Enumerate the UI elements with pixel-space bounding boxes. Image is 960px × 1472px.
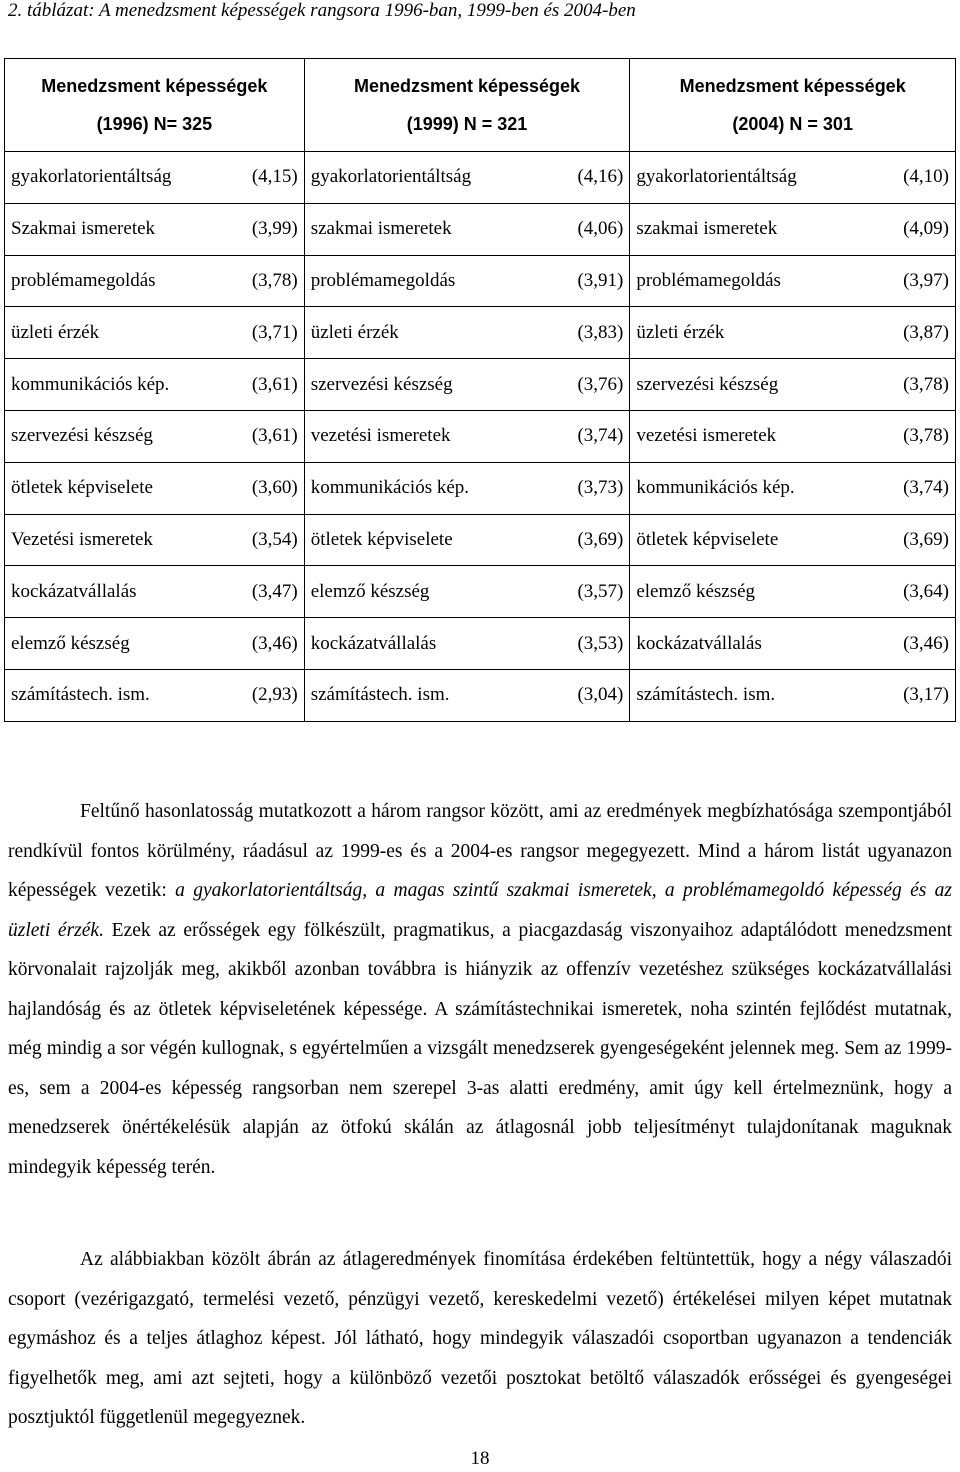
skill-score: (3,46) xyxy=(251,632,298,654)
skill-score: (3,74) xyxy=(903,477,949,499)
skill-score: (3,87) xyxy=(903,321,949,343)
table-cell xyxy=(630,307,956,359)
skill-score: (3,99) xyxy=(251,218,298,240)
table-cell xyxy=(304,203,630,255)
skill-name: elemző készség xyxy=(310,580,430,602)
table-cell xyxy=(630,618,956,670)
skill-name: kommunikációs kép. xyxy=(636,477,795,499)
skill-score: (3,60) xyxy=(251,477,298,499)
table-cell xyxy=(5,462,305,514)
skill-score: (3,53) xyxy=(577,632,624,654)
skill-score: (3,97) xyxy=(903,269,949,291)
skill-score: (3,17) xyxy=(903,684,949,706)
table-cell xyxy=(630,359,956,411)
skill-name: üzleti érzék xyxy=(636,321,725,343)
table-cell xyxy=(5,566,305,618)
skill-score: (3,46) xyxy=(903,632,949,654)
table-row xyxy=(5,410,956,462)
table-cell xyxy=(5,255,305,307)
skill-name: kommunikációs kép. xyxy=(11,373,170,395)
column-header-1996 xyxy=(5,59,305,152)
skill-score: (3,78) xyxy=(903,425,949,447)
paragraph-1-text-b: Ezek az erősségek egy fölkészült, pragmatikus, a piacgazdaság viszonyaihoz adaptálódott menedzsment körvonalait rajzolják meg, akikből azonban továbbra is hiányzik az offenzív vezetéshez szükséges kockázatvállalási hajlandóság és az ötletek képviseletének képessége. A számítástechnikai ismeretek, noha szintén fejlődést mutatnak, még mindig a sor végén kullognak, s egyértelműen a vizsgált menedzserek gyengeségeként jelennek meg. Sem az 1999-es, sem a 2004-es képesség rangsorban nem szerepel 3-as alatti eredmény, amit úgy kell értelmeznünk, hogy a menedzserek önértékelésük alapján az ötfokú skálán az átlagosnál jobb teljesítményt tulajdonítanak maguknak mindegyik képesség terén. xyxy=(8,919,953,1178)
table-cell xyxy=(304,514,630,566)
skill-score: (3,78) xyxy=(251,269,298,291)
table-row xyxy=(5,152,956,204)
skill-name: kockázatvállalás xyxy=(636,632,762,654)
skill-score: (3,54) xyxy=(251,528,298,550)
skill-name: ötletek képviselete xyxy=(310,528,453,550)
skill-score: (3,74) xyxy=(577,425,624,447)
table-row xyxy=(5,203,956,255)
table-row xyxy=(5,359,956,411)
skill-score: (3,69) xyxy=(577,528,624,550)
skill-name: számítástech. ism. xyxy=(310,684,450,706)
table-cell xyxy=(5,410,305,462)
skill-name: gyakorlatorientáltság xyxy=(636,166,797,188)
table-cell xyxy=(304,255,630,307)
paragraph-1-emphasis: a gyakorlatorientáltság, a magas szintű szakmai ismeretek, a problémamegoldó képesség és az üzleti érzék. xyxy=(8,880,953,941)
table-body xyxy=(5,152,956,722)
table-cell xyxy=(5,152,305,204)
table-cell xyxy=(5,514,305,566)
page-number: 18 xyxy=(470,1448,490,1469)
table-cell xyxy=(630,152,956,204)
column-header-title: Menedzsment képességek xyxy=(353,76,581,96)
table-cell xyxy=(5,203,305,255)
skill-name: kockázatvállalás xyxy=(310,632,437,654)
paragraph-1 xyxy=(8,792,952,1187)
table-header-row xyxy=(5,59,956,152)
skill-name: kommunikációs kép. xyxy=(310,477,470,499)
table-cell xyxy=(630,203,956,255)
column-header-2004 xyxy=(630,59,956,152)
skill-score: (3,61) xyxy=(251,425,298,447)
table-row xyxy=(5,669,956,721)
skill-name: Szakmai ismeretek xyxy=(11,218,156,240)
column-header-1999 xyxy=(304,59,630,152)
table-cell xyxy=(630,669,956,721)
table-cell xyxy=(304,359,630,411)
column-header-sample: (2004) N = 301 xyxy=(732,114,853,134)
skill-score: (2,93) xyxy=(251,684,298,706)
skill-name: kockázatvállalás xyxy=(11,580,137,602)
skill-name: számítástech. ism. xyxy=(636,684,776,706)
skill-name: szakmai ismeretek xyxy=(310,218,452,240)
skill-score: (3,91) xyxy=(577,269,624,291)
skill-score: (4,15) xyxy=(251,166,298,188)
skill-name: szakmai ismeretek xyxy=(636,218,778,240)
table-row xyxy=(5,255,956,307)
skill-score: (3,47) xyxy=(251,580,298,602)
table-row xyxy=(5,618,956,670)
skill-name: ötletek képviselete xyxy=(11,477,153,499)
skill-score: (3,73) xyxy=(577,477,624,499)
column-header-sample: (1996) N= 325 xyxy=(96,114,213,134)
skill-name: problémamegoldás xyxy=(310,269,456,291)
skill-score: (3,71) xyxy=(251,321,298,343)
paragraph-1-text-a: Feltűnő hasonlatosság mutatkozott a három rangsor között, ami az eredmények megbízhatósága szempontjából rendkívül fontos körülmény, ráadásul az 1999-es és a 2004-es rangsor megegyezett. Mind a három listát ugyanazon képességek vezetik: xyxy=(8,801,952,901)
column-header-sample: (1999) N = 321 xyxy=(406,114,528,134)
skill-score: (3,61) xyxy=(251,373,298,395)
skill-name: üzleti érzék xyxy=(310,321,399,343)
table-cell xyxy=(304,307,630,359)
skill-name: elemző készség xyxy=(636,580,756,602)
skill-name: problémamegoldás xyxy=(636,269,781,291)
table-cell xyxy=(630,410,956,462)
table-cell xyxy=(5,307,305,359)
table-cell xyxy=(630,566,956,618)
ranking-table xyxy=(4,58,956,722)
skill-name: problémamegoldás xyxy=(11,269,156,291)
table-row xyxy=(5,462,956,514)
table-cell xyxy=(304,462,630,514)
skill-score: (4,16) xyxy=(577,166,624,188)
skill-name: gyakorlatorientáltság xyxy=(310,166,472,188)
table-cell xyxy=(630,255,956,307)
table-cell xyxy=(304,566,630,618)
skill-name: gyakorlatorientáltság xyxy=(11,166,172,188)
table-row xyxy=(5,566,956,618)
table-cell xyxy=(304,152,630,204)
table-cell xyxy=(5,669,305,721)
table-cell xyxy=(5,618,305,670)
table-cell xyxy=(304,669,630,721)
skill-score: (4,06) xyxy=(577,218,624,240)
skill-score: (4,10) xyxy=(903,166,949,188)
table-cell xyxy=(5,359,305,411)
skill-name: szervezési készség xyxy=(636,373,779,395)
skill-name: elemző készség xyxy=(11,632,130,654)
skill-score: (3,78) xyxy=(903,373,949,395)
table-cell xyxy=(304,410,630,462)
skill-name: üzleti érzék xyxy=(11,321,100,343)
skill-score: (4,09) xyxy=(903,218,949,240)
skill-score: (3,57) xyxy=(577,580,624,602)
skill-score: (3,83) xyxy=(577,321,624,343)
skill-name: szervezési készség xyxy=(11,425,153,447)
skill-score: (3,64) xyxy=(903,580,949,602)
skill-name: szervezési készség xyxy=(310,373,453,395)
column-header-title: Menedzsment képességek xyxy=(41,76,268,96)
skill-score: (3,69) xyxy=(903,528,949,550)
skill-name: vezetési ismeretek xyxy=(636,425,777,447)
skill-name: vezetési ismeretek xyxy=(310,425,451,447)
table-cell xyxy=(630,514,956,566)
skill-name: ötletek képviselete xyxy=(636,528,779,550)
skill-name: számítástech. ism. xyxy=(11,684,150,706)
table-caption: 2. táblázat: A menedzsment képességek rangsora 1996-ban, 1999-ben és 2004-ben xyxy=(8,0,636,21)
table-row xyxy=(5,514,956,566)
table-row xyxy=(5,307,956,359)
skill-name: Vezetési ismeretek xyxy=(11,528,153,550)
skill-score: (3,04) xyxy=(577,684,624,706)
table-cell xyxy=(304,618,630,670)
paragraph-2: Az alábbiakban közölt ábrán az átlageredmények finomítása érdekében feltüntettük, hogy a négy válaszadói csoport (vezérigazgató, termelési vezető, pénzügyi vezető, kereskedelmi vezető) értékelései milyen képet mutatnak egymáshoz és a teljes átlaghoz képest. Jól látható, hogy mindegyik válaszadói csoportban ugyanazon a tendenciák figyelhetők meg, ami azt sejteti, hogy a különböző vezetői posztokat betöltő válaszadók erősségei és gyengeségei posztjuktól függetlenül megegyeznek. xyxy=(8,1249,952,1428)
skill-score: (3,76) xyxy=(577,373,624,395)
column-header-title: Menedzsment képességek xyxy=(679,76,906,96)
table-cell xyxy=(630,462,956,514)
